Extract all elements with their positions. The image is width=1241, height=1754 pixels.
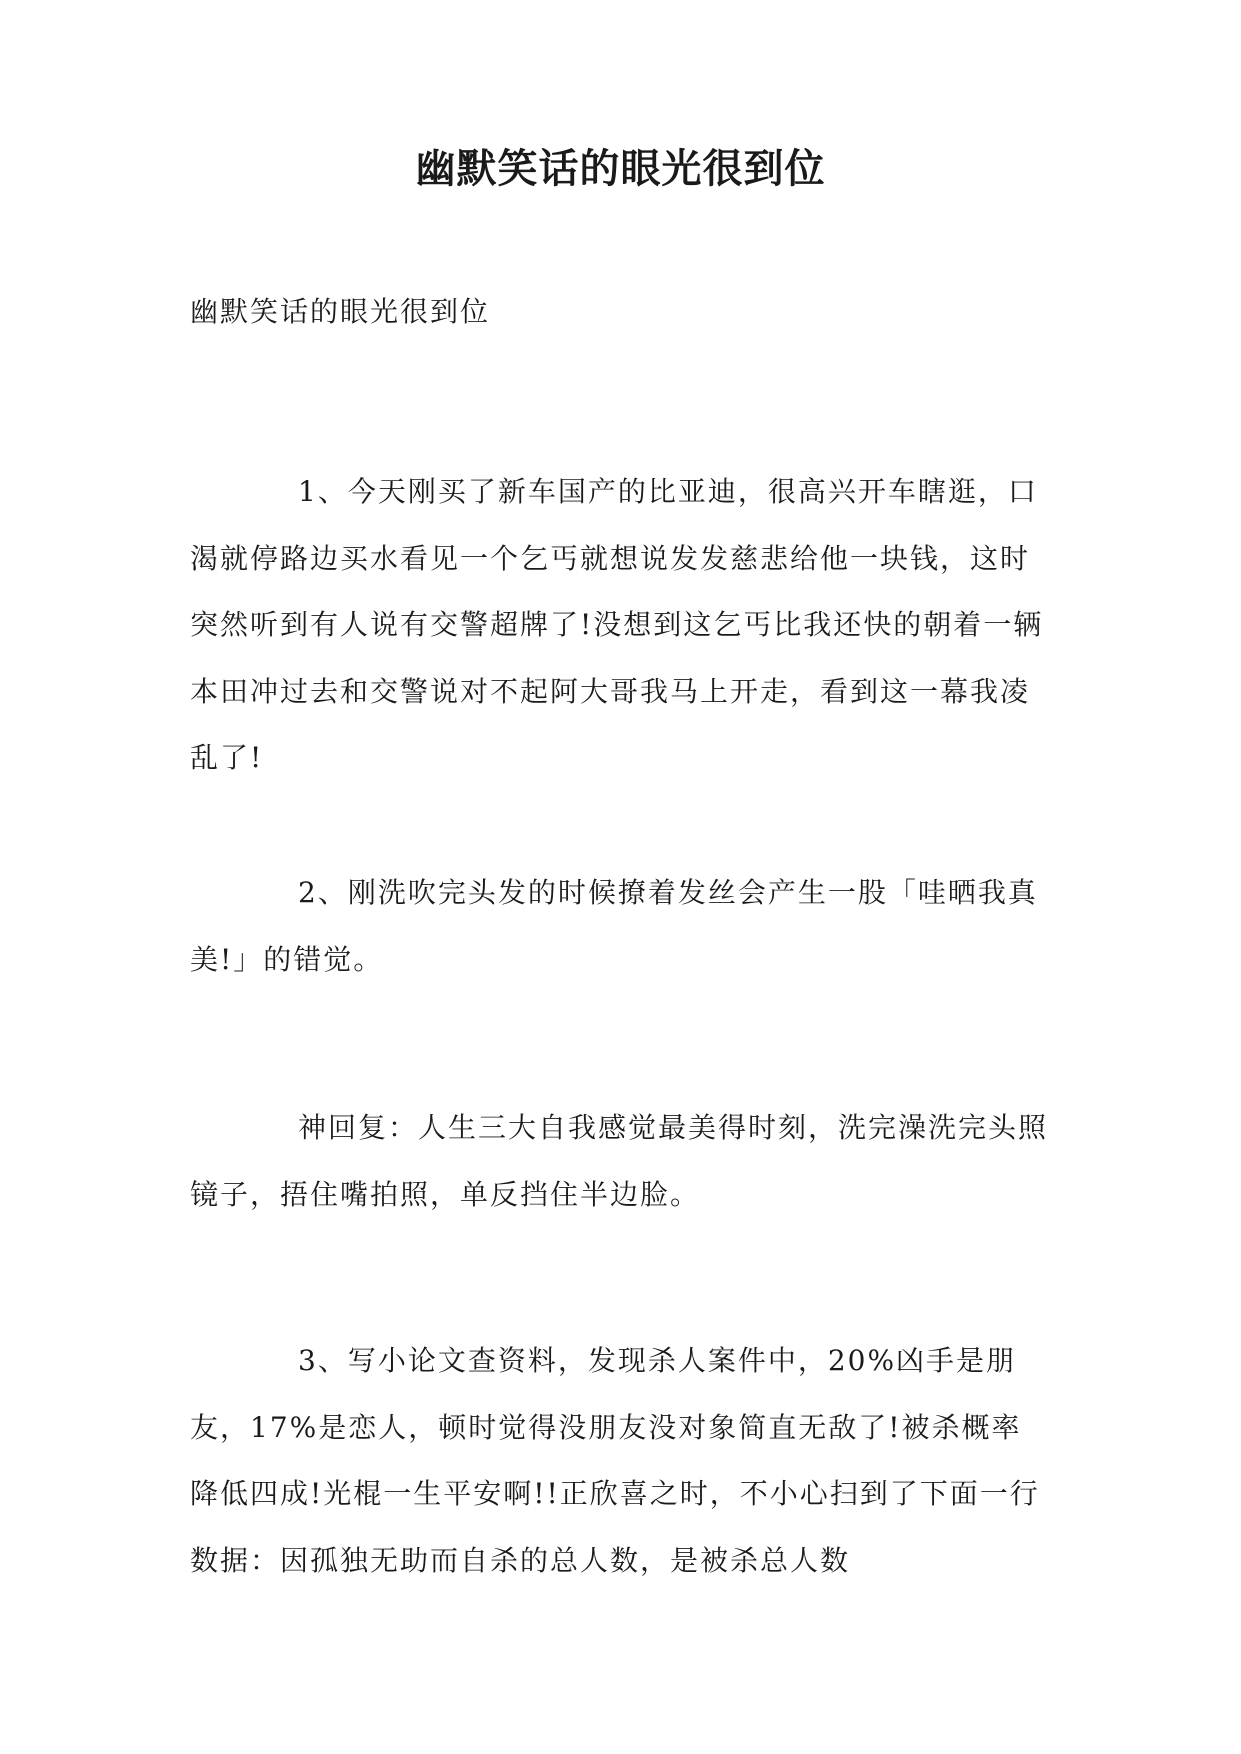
page-title: 幽默笑话的眼光很到位 (415, 145, 826, 192)
paragraph-joke-3: 3、写小论文查资料，发现杀人案件中，20%凶手是朋友，17%是恋人，顿时觉得没朋友没对象简直无敌了!被杀概率降低四成!光棍一生平安啊!!正欣喜之时，不小心扫到了下面一行数据：因孤独无助而自杀的总人数，是被杀总人数 (190, 1344, 1040, 1577)
paragraph-joke-1: 1、今天刚买了新车国产的比亚迪，很高兴开车瞎逛，口渴就停路边买水看见一个乞丐就想说发发慈悲给他一块钱，这时突然听到有人说有交警超牌了!没想到这乞丐比我还快的朝着一辆本田冲过去和交警说对不起阿大哥我马上开走，看到这一幕我凌乱了! (190, 475, 1044, 774)
document-subtitle: 幽默笑话的眼光很到位 (190, 295, 491, 328)
paragraph-reply: 神回复：人生三大自我感觉最美得时刻，洗完澡洗完头照镜子，捂住嘴拍照，单反挡住半边脸。 (190, 1111, 1049, 1211)
paragraph-joke-2: 2、刚洗吹完头发的时候撩着发丝会产生一股「哇晒我真美!」的错觉。 (190, 876, 1038, 976)
